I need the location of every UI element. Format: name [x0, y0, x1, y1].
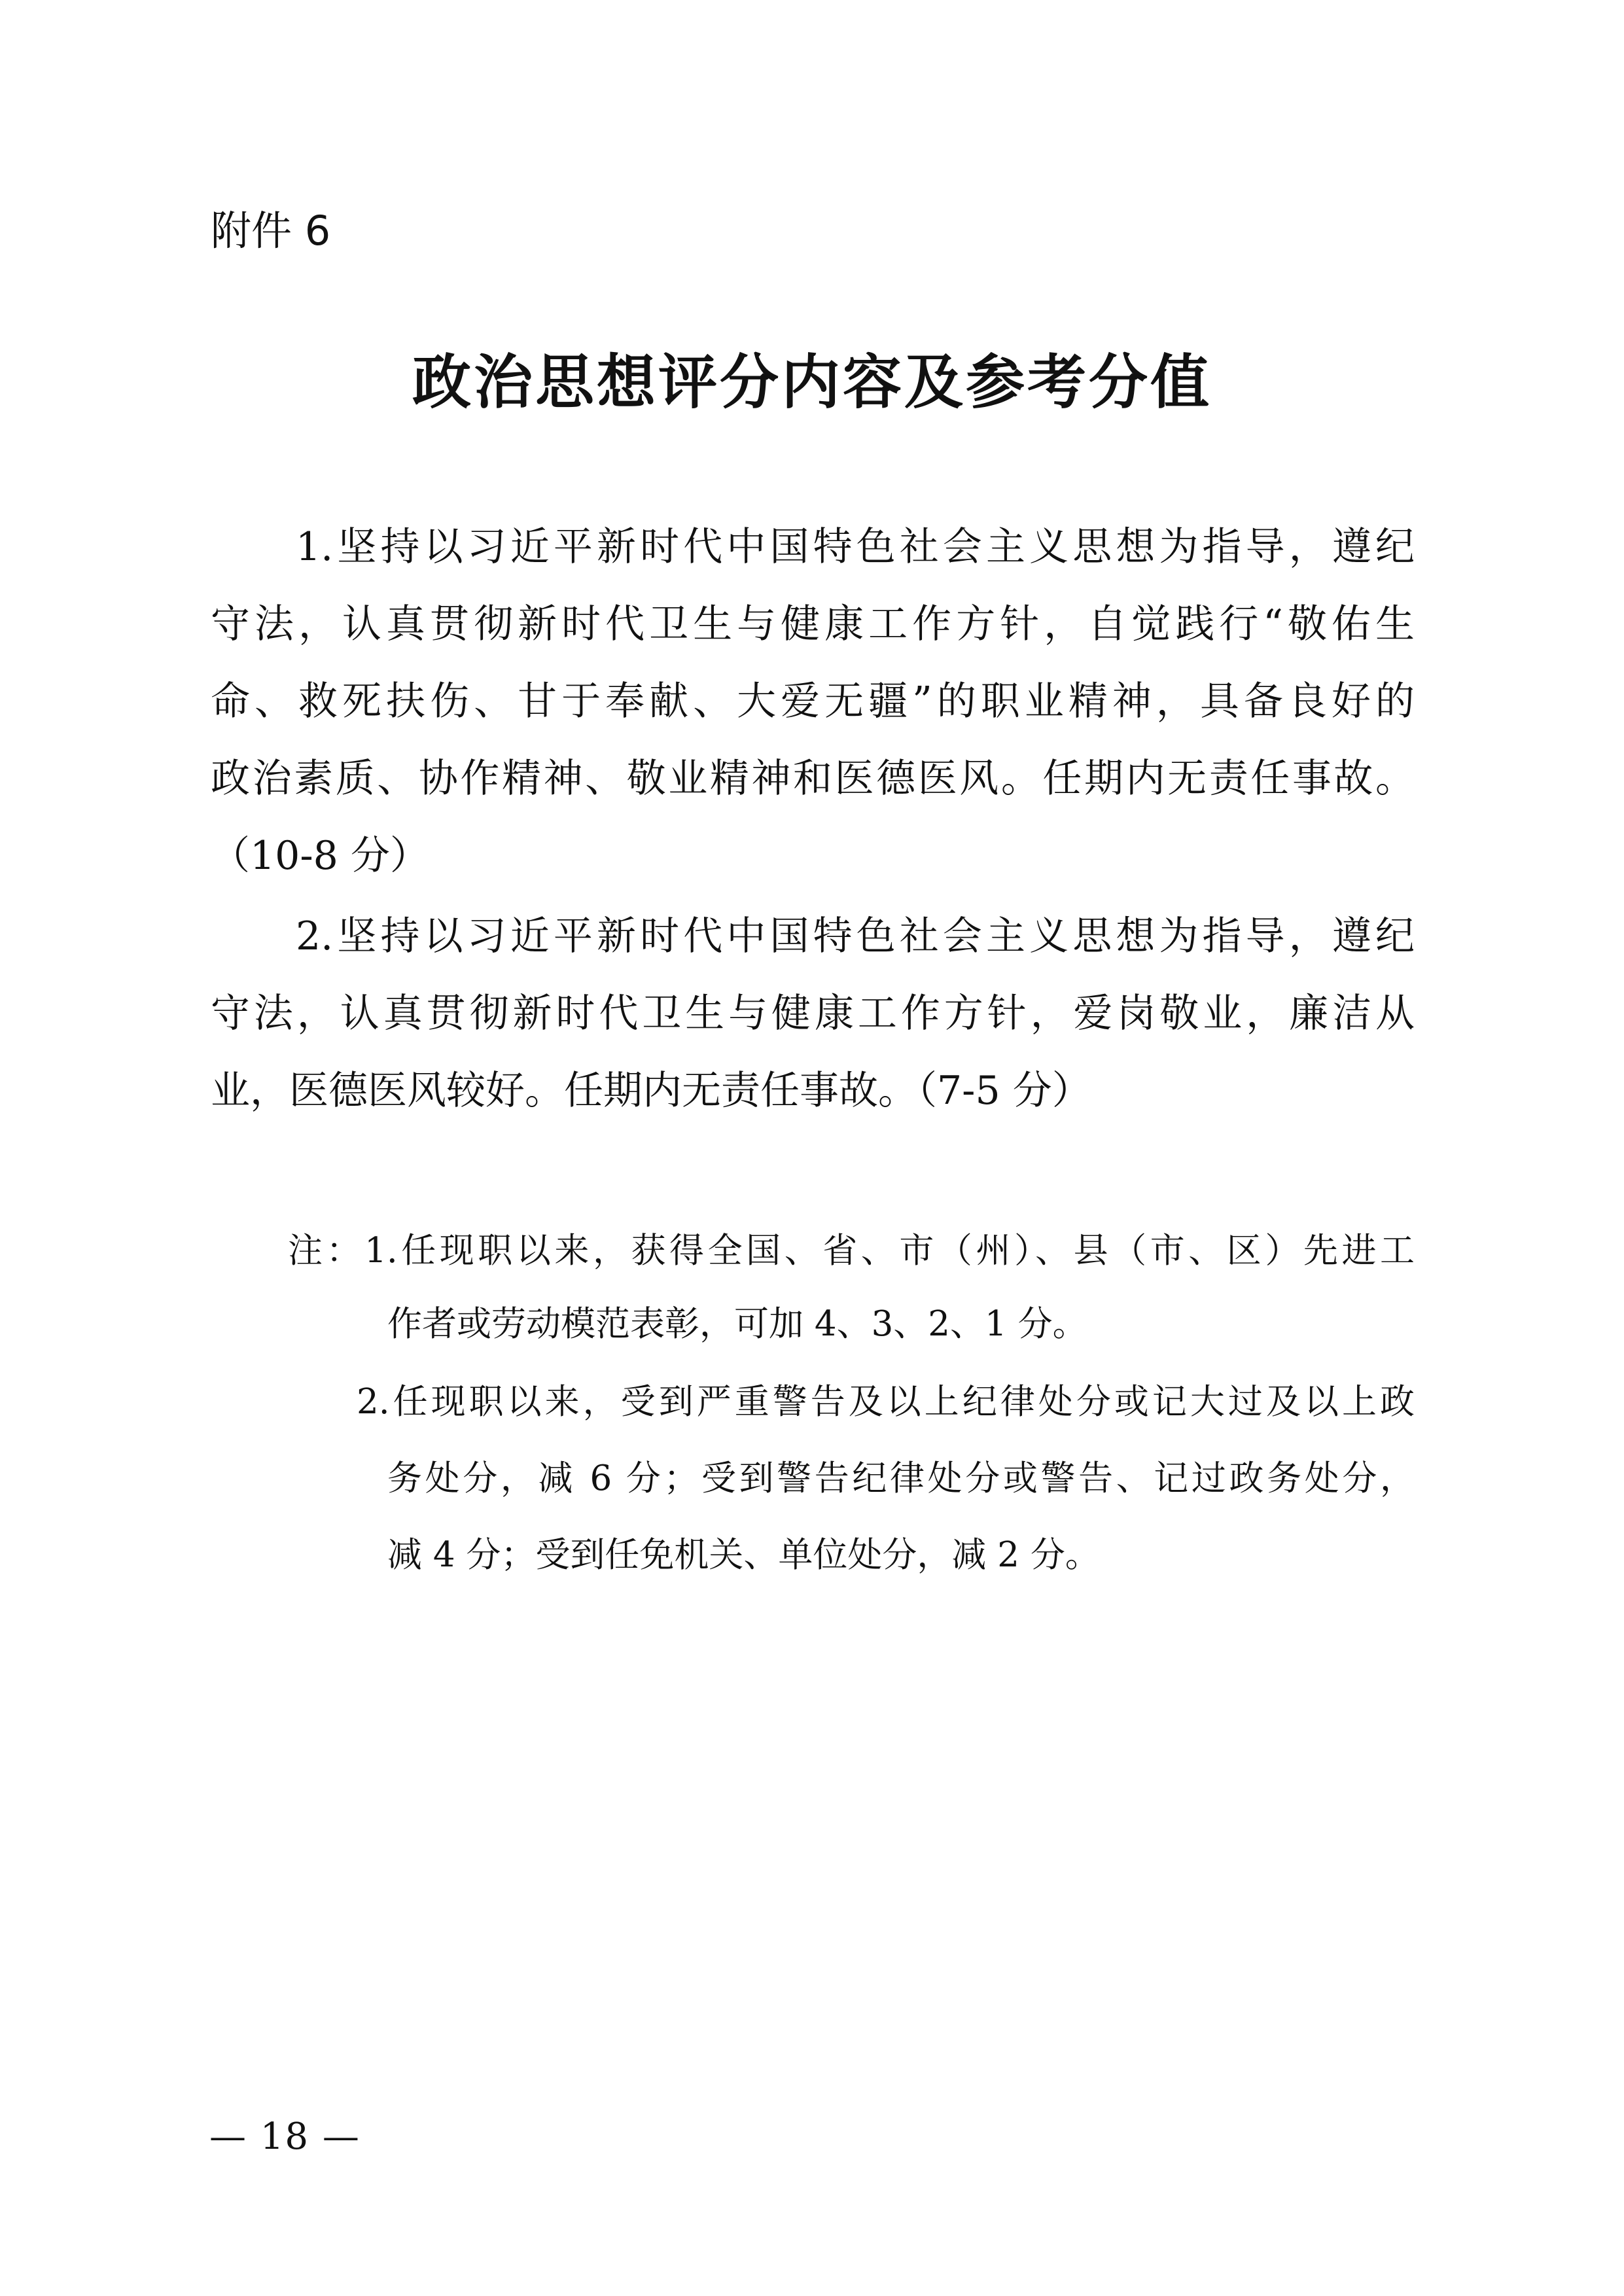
item-2-line-1: 2.坚持以习近平新时代中国特色社会主义思想为指导，遵纪 [296, 913, 1415, 959]
document-title: 政治思想评分内容及参考分值 [412, 347, 1212, 417]
note-line-3: 2.任现职以来，受到严重警告及以上纪律处分或记大过及以上政 [357, 1382, 1415, 1422]
item-2-line-3: 业，医德医风较好。任期内无责任事故。（7-5 分） [211, 1068, 1091, 1114]
note-line-2: 作者或劳动模范表彰，可加 4、3、2、1 分。 [387, 1304, 1087, 1344]
item-1-line-3: 命、救死扶伤、甘于奉献、大爱无疆”的职业精神，具备良好的 [211, 679, 1415, 724]
note-line-4: 务处分，减 6 分；受到警告纪律处分或警告、记过政务处分， [387, 1458, 1415, 1498]
item-1-line-2: 守法，认真贯彻新时代卫生与健康工作方针，自觉践行“敬佑生 [211, 601, 1415, 647]
item-1-line-4: 政治素质、协作精神、敬业精神和医德医风。任期内无责任事故。 [211, 756, 1415, 802]
attachment-label: 附件 6 [211, 207, 331, 255]
note-line-1: 注：1.任现职以来，获得全国、省、市（州）、县（市、区）先进工 [288, 1231, 1415, 1271]
item-1-line-1: 1.坚持以习近平新时代中国特色社会主义思想为指导，遵纪 [296, 524, 1415, 570]
note-line-5: 减 4 分；受到任免机关、单位处分，减 2 分。 [387, 1535, 1100, 1575]
item-1-line-5: （10-8 分） [211, 833, 429, 879]
page-number: — 18 — [209, 2115, 361, 2158]
item-2-line-2: 守法，认真贯彻新时代卫生与健康工作方针，爱岗敬业，廉洁从 [211, 991, 1415, 1036]
